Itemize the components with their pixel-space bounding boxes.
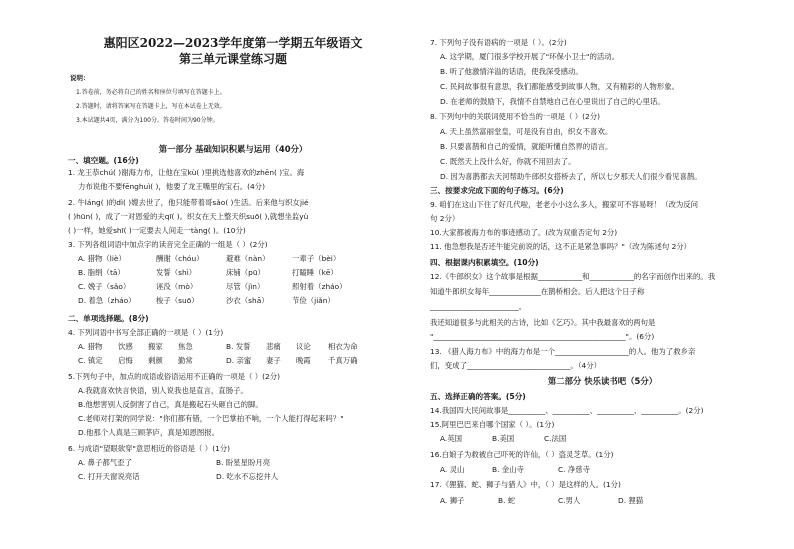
question-12-line: 我还知道很多与此相关的古诗，比如《乞巧》。其中我最喜欢的两句是 xyxy=(430,318,656,327)
option-c: C. 打开天窗说亮话 xyxy=(78,472,140,481)
exam-title-line2: 第三单元课堂练习题 xyxy=(178,52,287,66)
option-b: B.美国 xyxy=(492,434,515,443)
option-word: 避难（nàn） xyxy=(226,254,270,263)
exam-title-line1: 惠阳区2022—2023学年度第一学期五年级语文 xyxy=(103,36,363,50)
note-item: 2.答题时，请将答案写在答题卡上，写在本试卷上无效。 xyxy=(76,103,226,110)
question-14: 14.我国四大民间故事是__________、__________、__________、__________。(2分) xyxy=(430,406,704,415)
question-8-option: D. 因为喜鹊都去天河帮助牛郎织女搭桥去了，所以七夕那天人们很少看见喜鹊。 xyxy=(440,172,702,181)
question-5-option: A.我就喜欢快言快语，别人说我也是直言，直肠子。 xyxy=(78,386,248,395)
question-9-line: 句 2分） xyxy=(430,214,460,223)
question-12-line: 知道牛郎织女每年______________在鹊桥相会。后人把这个日子称 xyxy=(430,287,645,296)
option-word: 焦急 xyxy=(178,342,193,351)
option-b: B. 脂绢（tā） xyxy=(78,268,125,277)
question-8-option: A. 天上虽然富丽堂皇，可是没有自由，织女不喜欢。 xyxy=(440,127,613,136)
option-d: D. 狸猫 xyxy=(618,496,644,505)
question-8-option: C. 既然天上没什么好，你就不用回去了。 xyxy=(440,157,576,166)
question-12-line: 12.《牛郎织女》这个故事是根据____________和____________的名字而创作出来的。我 xyxy=(430,272,716,281)
option-a: A. 鼻子都气歪了 xyxy=(78,458,132,467)
option-word: 打瞌睡（kē） xyxy=(292,268,338,277)
option-d: D. 亲蜜 xyxy=(226,356,252,365)
question-5-option: D.他那个人真是三顾茅庐，真是知恩图报。 xyxy=(78,428,220,437)
note-item: 1.答卷前，务必将自己的姓名和座位号填写在答题卡上。 xyxy=(76,89,226,96)
question-5-stem: 5.下列句子中，加点的成语或俗语运用不正确的一项是（ ）(2分) xyxy=(68,372,281,381)
option-word: 相衣为命 xyxy=(328,342,358,351)
question-2-line: 2. 牛láng( )的dì( )嫂去世了，他只能带着哥sǎo( )生活。后来他与织女jié xyxy=(68,198,309,207)
question-6-stem: 6. 与成语"望眼欲穿"意思相近的俗语是（ ）(1分) xyxy=(68,444,231,453)
option-a: A.英国 xyxy=(440,434,463,443)
option-word: 梭子（suō） xyxy=(156,296,199,305)
question-4-stem: 4. 下列词语中书写全部正确的一项是（ ）(1分) xyxy=(68,328,224,337)
question-13-line: 13. 《猎人海力布》中的海力布是一个____________________的人。他为了救乡亲 xyxy=(430,347,696,356)
option-word: 启悔 xyxy=(118,356,133,365)
option-word: 勤常 xyxy=(178,356,193,365)
question-7-option: C. 民间故事很有意思，我们都能感受到故事人物，又有精彩的人物形象。 xyxy=(440,82,679,91)
section3-heading: 三、按要求完成下面的句子练习。(6分) xyxy=(430,186,564,195)
question-3-stem: 3. 下列各组词语中加点字的读音完全正确的一组是（ ）(2分) xyxy=(68,240,268,249)
question-13-line: 们，变成了____________________________。（4分） xyxy=(430,361,601,370)
option-word: 照射着（zháo） xyxy=(292,282,347,291)
question-1-line: 力布说他不要fēnghuì( )，他要了龙王嘴里的宝石。(4分) xyxy=(78,182,265,191)
section1-heading: 一、填空题。(16分) xyxy=(68,156,139,165)
option-word: 节俭（jiǎn） xyxy=(292,296,335,305)
option-word: 晚霞 xyxy=(296,356,311,365)
section4-heading: 四、根据课内积累填空。(10分) xyxy=(430,258,539,267)
option-word: 发誓（shì） xyxy=(156,268,197,277)
option-word: 诬没（mò） xyxy=(156,282,198,291)
notes-heading: 说明： xyxy=(70,74,90,82)
question-7-stem: 7. 下列句子没有语病的一项是（ ）。(2分) xyxy=(430,38,567,47)
question-10: 10.大家都被海力布的事迹感动了。(改为双重否定句 2分) xyxy=(430,228,618,237)
option-word: 一辈子（bèi） xyxy=(292,254,341,263)
question-1-line: 1. 龙王恭chú( )谢海力布，让他在宝kù( )里挑选他喜欢的zhēn( )宝。海 xyxy=(68,168,305,177)
section2-heading: 二、单项选择题。(8分) xyxy=(68,314,149,323)
question-12-line: "____________________________________________________"。(6分) xyxy=(430,332,655,341)
option-c: C.法国 xyxy=(544,434,567,443)
option-b: B. 金山寺 xyxy=(492,465,524,474)
option-a: A. 猎物 xyxy=(78,342,103,351)
option-word: 剩颜 xyxy=(148,356,163,365)
option-a: A. 灵山 xyxy=(440,465,465,474)
option-d: D. 吃水不忘挖井人 xyxy=(216,472,279,481)
question-7-option: A. 这学期，厦门很多学校开展了"环保小卫士"的活动。 xyxy=(440,52,620,61)
question-8-stem: 8. 下列句中的关联词使用不恰当的一项是（ ）(2分) xyxy=(430,112,601,121)
option-word: 议论 xyxy=(296,342,311,351)
question-2-line: ( )hūn( )，成了一对恩爱的夫qī( )。织女在天上整天织suō( ),就想坐监yù xyxy=(68,212,309,221)
option-word: 妻子 xyxy=(266,356,281,365)
question-7-option: D. 在老师的鼓励下，我情不自禁地自己在心里说出了自己的心里话。 xyxy=(440,97,665,106)
option-word: 床铺（pū） xyxy=(226,268,265,277)
option-b: B. 蛇 xyxy=(498,496,516,505)
option-c: C. 净慈寺 xyxy=(558,465,591,474)
part1-title: 第一部分 基础知识积累与运用（40分） xyxy=(158,144,308,154)
option-word: 悲痛 xyxy=(266,342,281,351)
question-16-stem: 16.白娘子为救被自己吓死的许仙，（ ）盗灵芝草。(1分) xyxy=(430,450,614,459)
option-word: 搬家 xyxy=(148,342,163,351)
question-5-option: C.老师对打架的同学说："你们都有错，一个巴掌拍不响，一个人能打得起来吗？" xyxy=(78,414,344,423)
question-11: 11. 他急想我是否还牛能完前说的话，这不正是紧急事吗？"（改为陈述句 2分） xyxy=(430,242,692,251)
question-5-option: B.他想害别人反倒害了自己，真是搬起石头砸自己的脚。 xyxy=(78,400,263,409)
option-word: 尽管（jìn） xyxy=(226,282,265,291)
option-a: A. 狮子 xyxy=(440,496,465,505)
question-17-stem: 17.《狸猫、蛇、狮子与猎人》中，（ ）是这样的人。(1分) xyxy=(430,480,621,489)
option-c: C. 镇定 xyxy=(78,356,103,365)
option-word: 千真万确 xyxy=(328,356,358,365)
question-2-line: ( )一样，她爱shī( )一定要去人间走一tàng( )。(10分) xyxy=(68,226,246,235)
option-word: 酬谢（chóu） xyxy=(156,254,204,263)
section5-heading: 五、选择正确的答案。(5分) xyxy=(430,392,526,401)
option-c: C.男人 xyxy=(558,496,581,505)
question-8-option: B. 只要喜鹊和自己的爱情，就能听懂自然界的语言。 xyxy=(440,142,613,151)
option-b: B. 盼星星盼月亮 xyxy=(216,458,271,467)
option-word: 沙衣（shā） xyxy=(226,296,269,305)
question-9-line: 9. 咱们在这山下住了好几代啦，老老小小这么多人，搬家可不容易呀！（改为反问 xyxy=(430,200,699,209)
option-b: B. 发誓 xyxy=(226,342,251,351)
note-item: 3.本试题共4页，满分为100分。答卷时间为90分钟。 xyxy=(76,117,219,124)
question-15-stem: 15.阿里巴巴来自哪个国家（ ）。(1分) xyxy=(430,420,555,429)
question-12-line: ________________________。 xyxy=(430,302,527,311)
option-a: A. 猎物（liè） xyxy=(78,254,126,263)
option-d: D. 着急（zháo） xyxy=(78,296,136,305)
option-word: 饮感 xyxy=(118,342,133,351)
question-7-option: B. 听了他激情洋溢的话语，使我深受感动。 xyxy=(440,67,583,76)
part2-title: 第二部分 快乐读书吧（5分） xyxy=(547,376,658,386)
option-c: C. 娩子（sǎo） xyxy=(78,282,131,291)
